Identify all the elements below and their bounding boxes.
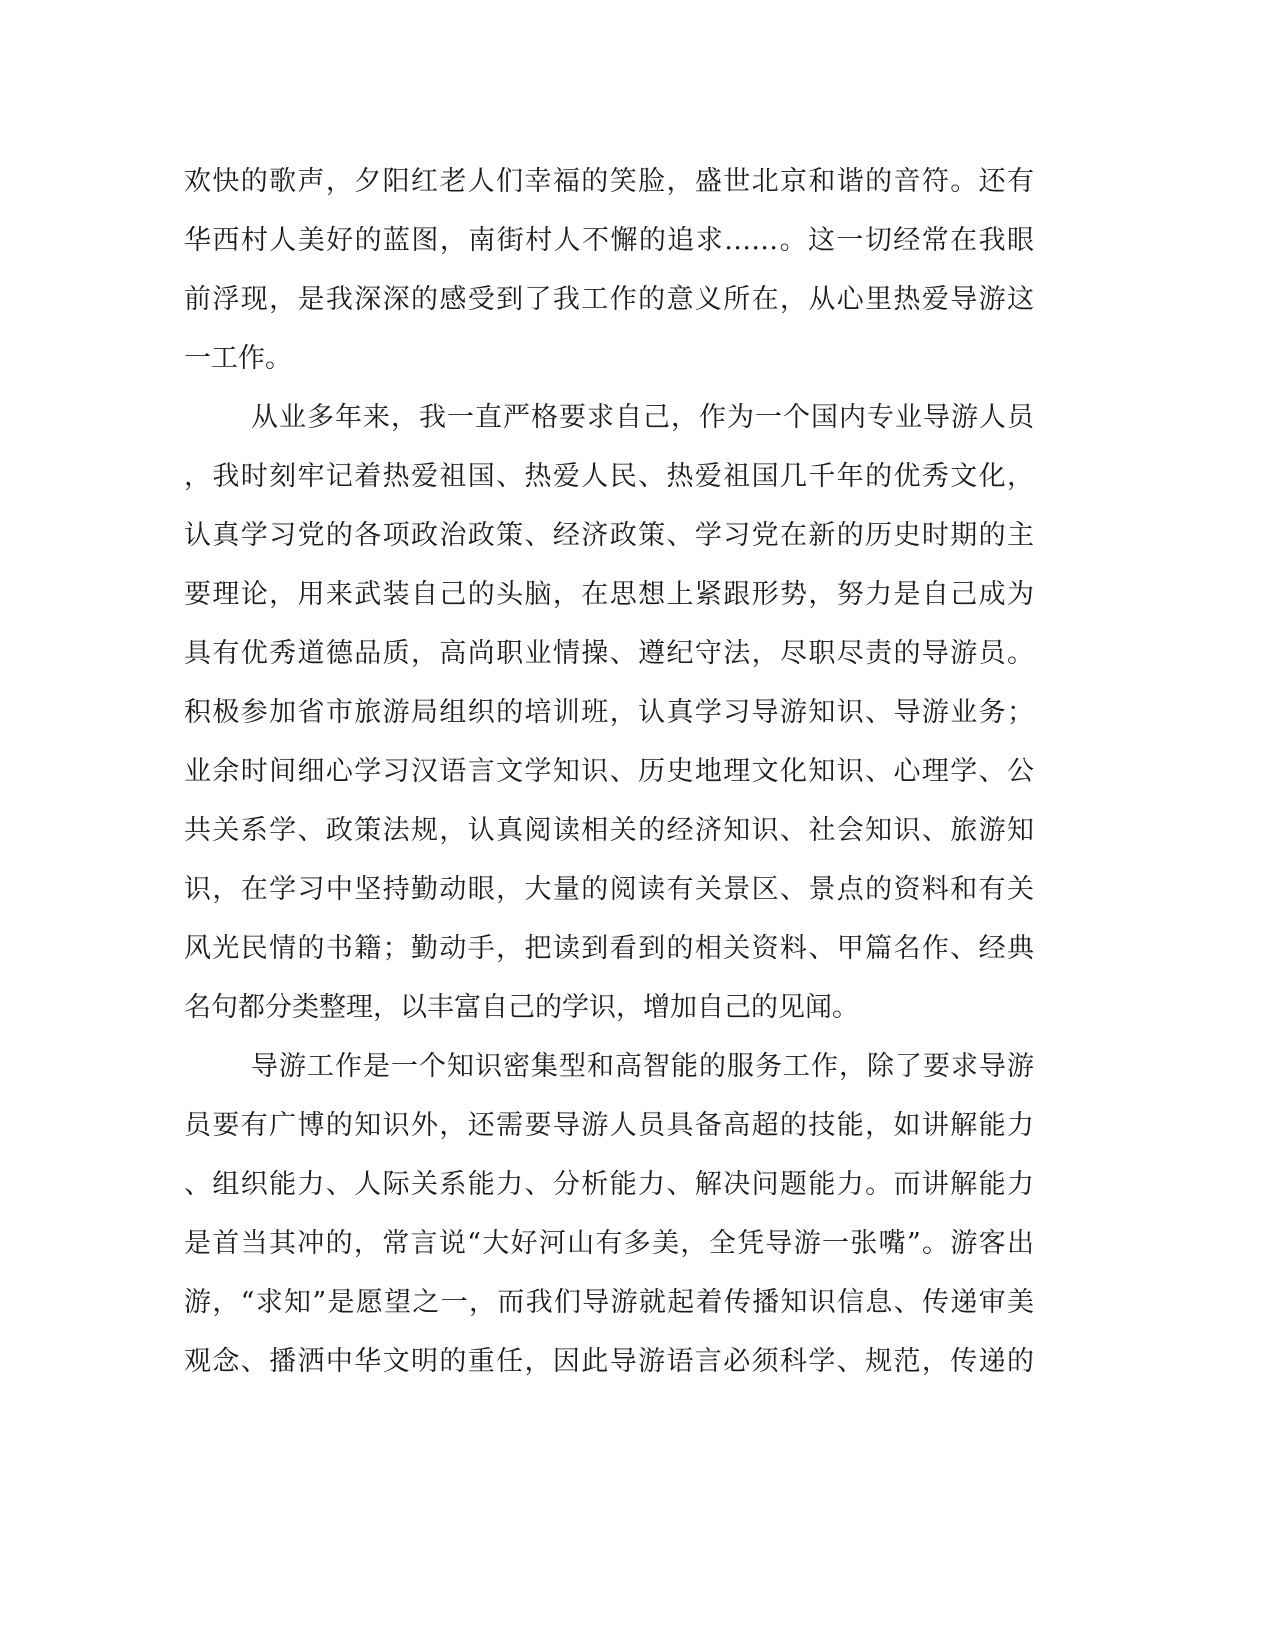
text-line: ，我时刻牢记着热爱祖国、热爱人民、热爱祖国几千年的优秀文化，: [184, 461, 1034, 492]
text-line: 识，在学习中坚持勤动眼，大量的阅读有关景区、景点的资料和有关: [184, 874, 1034, 905]
text-line: 华西村人美好的蓝图，南街村人不懈的追求……。这一切经常在我眼: [184, 225, 1034, 256]
text-line: 认真学习党的各项政治政策、经济政策、学习党在新的历史时期的主: [184, 520, 1034, 551]
text-line: 名句都分类整理，以丰富自己的学识，增加自己的见闻。: [184, 992, 859, 1023]
text-line: 风光民情的书籍；勤动手，把读到看到的相关资料、甲篇名作、经典: [184, 933, 1034, 964]
text-line: 积极参加省市旅游局组织的培训班，认真学习导游知识、导游业务；: [184, 697, 1034, 728]
text-line: 前浮现，是我深深的感受到了我工作的意义所在，从心里热爱导游这: [184, 284, 1034, 315]
text-line: 要理论，用来武装自己的头脑，在思想上紧跟形势，努力是自己成为: [184, 579, 1034, 610]
text-line: 观念、播洒中华文明的重任，因此导游语言必须科学、规范，传递的: [184, 1346, 1034, 1377]
text-line: 一工作。: [184, 343, 292, 374]
text-line: 是首当其冲的，常言说“大好河山有多美，全凭导游一张嘴”。游客出: [184, 1228, 1034, 1259]
text-line: 、组织能力、人际关系能力、分析能力、解决问题能力。而讲解能力: [184, 1169, 1034, 1200]
text-line: 员要有广博的知识外，还需要导游人员具备高超的技能，如讲解能力: [184, 1110, 1034, 1141]
text-line: 欢快的歌声，夕阳红老人们幸福的笑脸，盛世北京和谐的音符。还有: [184, 166, 1034, 197]
paragraph-1: [184, 152, 1034, 388]
paragraph-2: [184, 388, 1034, 1037]
document-body: [184, 152, 1034, 1391]
text-line: 共关系学、政策法规，认真阅读相关的经济知识、社会知识、旅游知: [184, 815, 1034, 846]
text-line: 导游工作是一个知识密集型和高智能的服务工作，除了要求导游: [251, 1051, 1034, 1082]
text-line: 业余时间细心学习汉语言文学知识、历史地理文化知识、心理学、公: [184, 756, 1034, 787]
text-line: 游，“求知”是愿望之一，而我们导游就起着传播知识信息、传递审美: [184, 1287, 1034, 1318]
paragraph-3: [184, 1037, 1034, 1391]
text-line: 具有优秀道德品质，高尚职业情操、遵纪守法，尽职尽责的导游员。: [184, 638, 1034, 669]
text-line: 从业多年来，我一直严格要求自己，作为一个国内专业导游人员: [251, 402, 1034, 433]
